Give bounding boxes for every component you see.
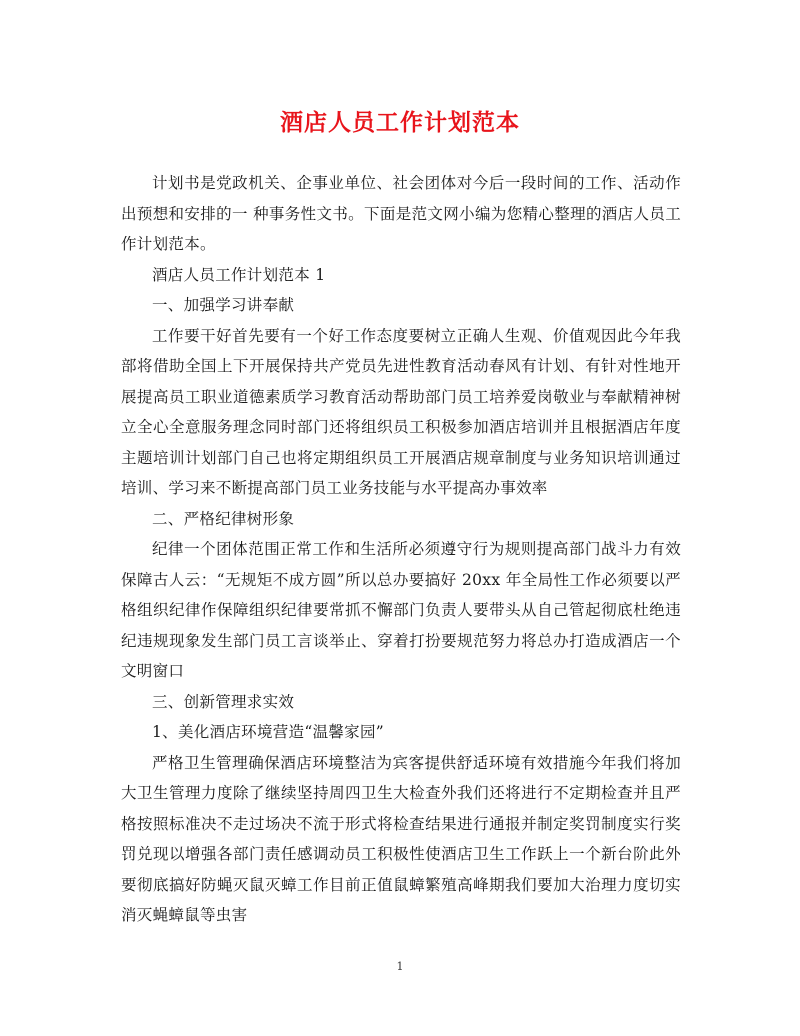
discipline-paragraph: 纪律一个团体范围正常工作和生活所必须遵守行为规则提高部门战斗力有效保障古人云：“无规矩不成方圆”所以总办要搞好 20xx 年全局性工作必须要以严格组织纪律作保障组织纪律要常抓不懈部门负责人要带头从自己管起彻底杜绝违纪违规现象发生部门员工言谈举止、穿着打扮要规范努力将总办打造成酒店一个文明窗口 — [121, 540, 681, 680]
section-heading-discipline: 二、严格纪律树形象 — [152, 509, 295, 528]
document-title: 酒店人员工作计划范本 — [280, 109, 520, 136]
section-heading-plan-1: 酒店人员工作计划范本 1 — [152, 265, 326, 284]
intro-paragraph: 计划书是党政机关、企事业单位、社会团体对今后一段时间的工作、活动作出预想和安排的一 种事务性文书。下面是范文网小编为您精心整理的酒店人员工作计划范本。 — [121, 174, 681, 253]
section-heading-study: 一、加强学习讲奉献 — [152, 296, 295, 314]
section-heading-management: 三、创新管理求实效 — [152, 692, 295, 711]
environment-paragraph: 严格卫生管理确保酒店环境整洁为宾客提供舒适环境有效措施今年我们将加大卫生管理力度除了继续坚持周四卫生大检查外我们还将进行不定期检查并且严格按照标准决不走过场决不流于形式将检查结果进行通报并制定奖罚制度实行奖罚兑现以增强各部门责任感调动员工积极性使酒店卫生工作跃上一个新台阶此外要彻底搞好防蝇灭鼠灭蟑工作目前正值鼠蟑繁殖高峰期我们要加大治理力度切实消灭蝇蟑鼠等虫害 — [121, 753, 681, 924]
study-paragraph: 工作要干好首先要有一个好工作态度要树立正确人生观、价值观因此今年我部将借助全国上下开展保持共产党员先进性教育活动春风有计划、有针对性地开展提高员工职业道德素质学习教育活动帮助部门员工培养爱岗敬业与奉献精神树立全心全意服务理念同时部门还将组织员工积极参加酒店培训并且根据酒店年度主题培训计划部门自己也将定期组织员工开展酒店规章制度与业务知识培训通过培训、学习来不断提高部门员工业务技能与水平提高办事效率 — [121, 326, 681, 497]
subsection-heading-environment: 1、美化酒店环境营造“温馨家园” — [152, 723, 385, 741]
page-number: 1 — [396, 960, 404, 973]
document-body — [121, 168, 681, 931]
